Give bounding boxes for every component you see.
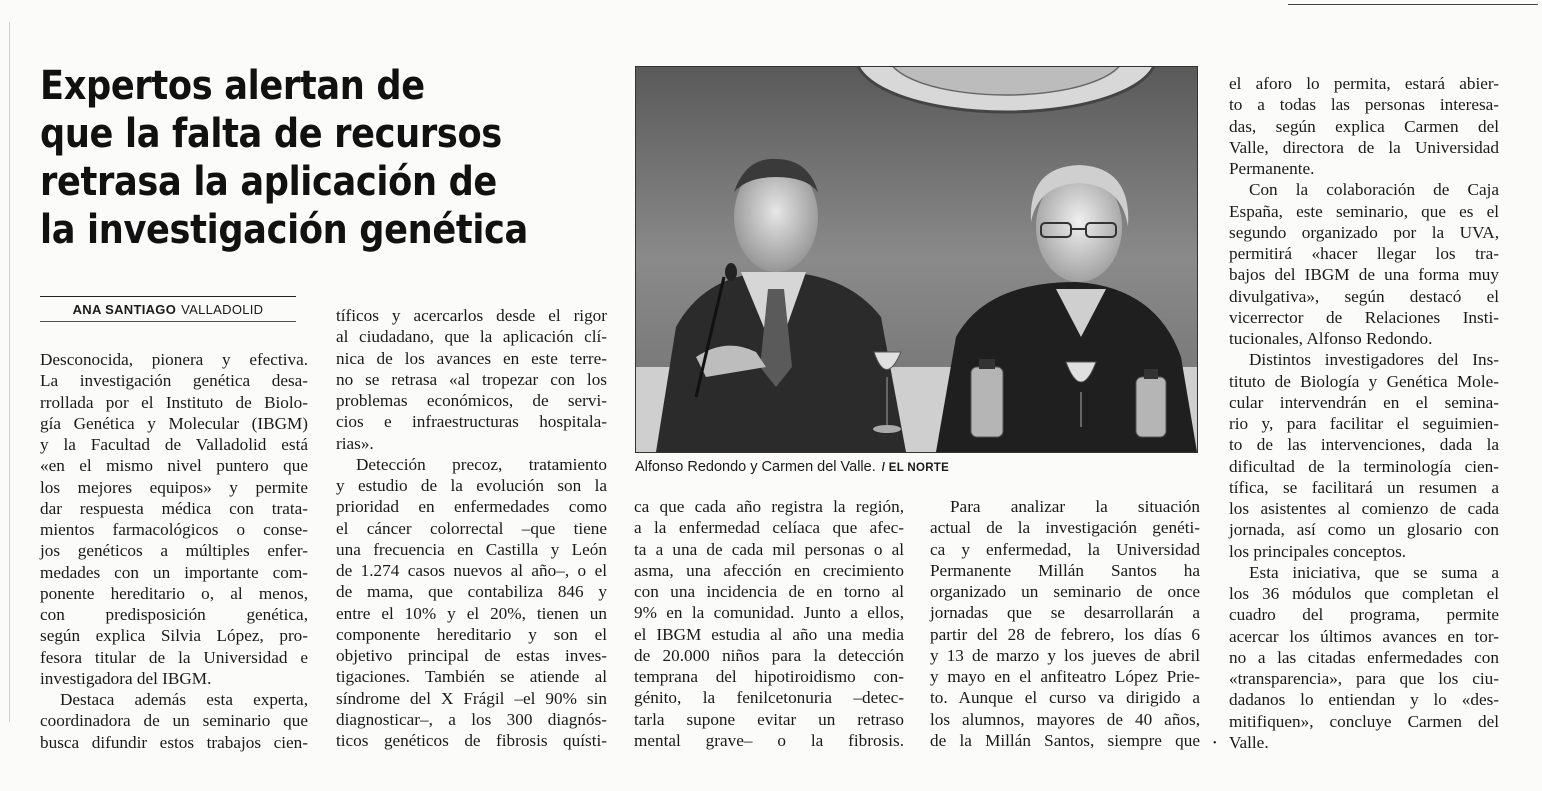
article-line: tífica, se facilitará un resumen a	[1229, 477, 1499, 497]
article-line: permitirá «hacer llegar los tra-	[1229, 244, 1499, 263]
article-line: prioridad en enfermedades como	[336, 497, 607, 517]
photo-illustration	[636, 67, 1197, 452]
article-line: Permanente Millán Santos ha	[930, 560, 1200, 580]
article-line: tíficos y acercarlos desde el rigor	[336, 306, 607, 325]
article-line: España, este seminario, que es el	[1229, 201, 1499, 221]
article-line: La investigación genética desa-	[40, 371, 308, 391]
article-paragraph	[634, 496, 904, 751]
article-line: y la Facultad de Valladolid está	[40, 435, 308, 454]
article-line: tigaciones. También se atiende al	[336, 667, 607, 687]
article-line: Destaca además esta experta,	[60, 690, 308, 709]
article-line: entre el 10% y el 20%, tienen un	[336, 603, 607, 623]
article-line: y estudio de la evolución son la	[336, 476, 607, 495]
article-line: diagnosticar–, a los 300 diagnós-	[336, 709, 607, 729]
article-line: gía Genética y Molecular (IBGM)	[40, 413, 308, 433]
headline	[40, 62, 533, 254]
article-line: los asistentes al comienzo de cada	[1229, 499, 1499, 518]
article-line: fesora titular de la Universidad e	[40, 647, 308, 667]
article-line: jornada, así como un glosario con	[1229, 520, 1499, 540]
article-line: no a las citadas enfermedades con	[1229, 647, 1499, 667]
article-line: ticos genéticos de fibrosis quísti-	[336, 731, 607, 750]
article-line: y 13 de marzo y los jueves de abril	[930, 645, 1200, 665]
article-paragraph	[1229, 179, 1499, 349]
article-line: mental grave– o la fibrosis.	[634, 730, 904, 750]
article-paragraph	[1229, 349, 1499, 562]
article-line: de mama, que contabiliza 846 y	[336, 582, 607, 602]
article-line: a la enfermedad celíaca que afec-	[634, 518, 904, 538]
article-line: de 20.000 niños para la detección	[634, 645, 904, 665]
article-line: Valle, directora de la Universidad	[1229, 137, 1499, 157]
article-line: bajos del IBGM de una forma muy	[1229, 265, 1499, 285]
article-paragraph	[1229, 562, 1499, 753]
article-line: al ciudadano, que la aplicación clí-	[336, 327, 607, 347]
article-line: segundo organizado por la UVA,	[1229, 222, 1499, 242]
article-line: Desconocida, pionera y efectiva.	[40, 350, 308, 369]
article-line: divulgativa», según destacó el	[1229, 286, 1499, 306]
headline-line: que la falta de recursos	[40, 111, 502, 157]
article-line: ca y enfermedad, la Universidad	[930, 539, 1200, 559]
article-line: dar respuesta médica con trata-	[40, 498, 308, 518]
photo-credit: / EL NORTE	[881, 462, 950, 474]
byline	[40, 296, 296, 322]
article-line: partir del 28 de febrero, los días 6	[930, 624, 1200, 644]
article-line: nica de los avances en este terre-	[336, 348, 607, 368]
article-line: tucionales, Alfonso Redondo.	[1229, 329, 1433, 348]
article-line: rias».	[336, 433, 374, 453]
article-paragraph	[336, 305, 607, 454]
article-line: objetivo principal de estas inves-	[336, 646, 607, 665]
article-line: Detección precoz, tratamiento	[356, 454, 607, 474]
top-rule	[1288, 4, 1538, 5]
article-line: vicerrector de Relaciones Insti-	[1229, 307, 1499, 327]
photo-caption	[635, 457, 1198, 478]
article-column-3	[634, 496, 904, 751]
page-edge	[9, 22, 10, 722]
article-line: cuadro del programa, permite	[1229, 605, 1499, 625]
article-line: investigadora del IBGM.	[40, 668, 212, 688]
byline-location: VALLADOLID	[181, 302, 264, 317]
article-column-4	[930, 496, 1200, 751]
article-line: to. Aunque el curso va dirigido a	[930, 688, 1200, 708]
article-line: cular intervendrán en el semina-	[1229, 392, 1499, 412]
article-line: mientos farmacológicos o conse-	[40, 520, 308, 539]
article-line: con predisposición genética,	[40, 605, 308, 624]
article-line: tarla supone evitar un retraso	[634, 709, 904, 729]
article-line: según explica Silvia López, pro-	[40, 626, 308, 646]
article-line: con una incidencia de en torno al	[634, 582, 904, 601]
article-line: busca difundir estos trabajos cien-	[40, 732, 308, 752]
article-column-2	[336, 305, 607, 751]
article-line: problemas económicos, de servi-	[336, 391, 607, 410]
article-line: el aforo lo permita, estará abier-	[1229, 74, 1499, 93]
article-paragraph	[40, 689, 308, 753]
article-line: ponente hereditario o, al menos,	[40, 583, 308, 603]
article-line: jos genéticos a múltiples enfer-	[40, 541, 308, 561]
article-line: de la Millán Santos, siempre que	[930, 730, 1200, 750]
article-line: organizado un seminario de once	[930, 582, 1200, 601]
article-line: jornadas que se desarrollarán a	[930, 603, 1200, 623]
article-line: «en el mismo nivel puntero que	[40, 456, 308, 476]
article-paragraph	[40, 349, 308, 689]
article-line: mitifiquen», concluye Carmen del	[1229, 711, 1499, 731]
article-line: de 1.274 casos nuevos al año–, o el	[336, 561, 607, 580]
article-line: componente hereditario y son el	[336, 624, 607, 644]
article-line: medades con un importante com-	[40, 562, 308, 582]
article-line: síndrome del X Frágil –el 90% sin	[336, 688, 607, 708]
article-line: asma, una afección en crecimiento	[634, 560, 904, 580]
article-paragraph	[1229, 73, 1499, 179]
article-line: actual de la investigación genéti-	[930, 518, 1200, 538]
article-line: los 36 módulos que completan el	[1229, 584, 1499, 603]
article-line: Valle.	[1229, 732, 1269, 752]
article-line: el cáncer colorrectal –que tiene	[336, 518, 607, 538]
article-column-1	[40, 349, 308, 753]
article-line: génito, la fenilcetonuria –detec-	[634, 688, 904, 708]
article-paragraph	[930, 496, 1200, 751]
article-column-5	[1229, 73, 1499, 753]
byline-author: ANA SANTIAGO	[72, 302, 177, 317]
article-line: to de las intervenciones, dada la	[1229, 435, 1499, 455]
article-line: Para analizar la situación	[950, 497, 1200, 516]
article-line: dadanos lo entiendan y lo «des-	[1229, 690, 1499, 710]
article-line: los mejores equipos» y permite	[40, 477, 308, 497]
bullet-dot: •	[1213, 738, 1217, 749]
article-line: el IBGM estudia al año una media	[634, 624, 904, 644]
press-photo	[635, 66, 1198, 453]
article-line: una frecuencia en Castilla y León	[336, 539, 607, 559]
article-line: ta a una de cada mil personas o al	[634, 539, 904, 559]
article-paragraph	[336, 454, 607, 752]
article-line: das, según explica Carmen del	[1229, 116, 1499, 136]
article-line: ca que cada año registra la región,	[634, 497, 904, 516]
article-line: rio y, para facilitar el seguimien-	[1229, 414, 1499, 433]
article-line: Con la colaboración de Caja	[1249, 180, 1499, 200]
caption-text: Alfonso Redondo y Carmen del Valle.	[635, 459, 876, 475]
article-line: coordinadora de un seminario que	[40, 711, 308, 731]
article-line: Distintos investigadores del Ins-	[1249, 350, 1499, 370]
article-line: temprana del hipotiroidismo con-	[634, 667, 904, 686]
article-line: y mayo en el anfiteatro López Prie-	[930, 667, 1200, 686]
article-line: los alumnos, mayores de 40 años,	[930, 709, 1200, 729]
article-line: Esta iniciativa, que se suma a	[1249, 562, 1499, 582]
headline-line: la investigación genética	[40, 207, 528, 253]
article-line: cios e infraestructuras hospitala-	[336, 412, 607, 432]
article-line: Permanente.	[1229, 159, 1315, 178]
headline-line: retrasa la aplicación de	[40, 159, 497, 205]
article-line: «transparencia», para que los ciu-	[1229, 669, 1499, 688]
article-line: to a todas las personas interesa-	[1229, 95, 1499, 115]
headline-line: Expertos alertan de	[40, 63, 425, 109]
article-line: rrollada por el Instituto de Biolo-	[40, 392, 308, 412]
article-line: acercar los últimos avances en tor-	[1229, 626, 1499, 646]
article-line: 9% en la comunidad. Junto a ellos,	[634, 603, 904, 623]
article-line: los principales conceptos.	[1229, 541, 1407, 561]
article-line: no se retrasa «al tropezar con los	[336, 369, 607, 389]
article-line: dificultad de la terminología cien-	[1229, 456, 1499, 476]
article-line: tituto de Biología y Genética Mole-	[1229, 371, 1499, 391]
